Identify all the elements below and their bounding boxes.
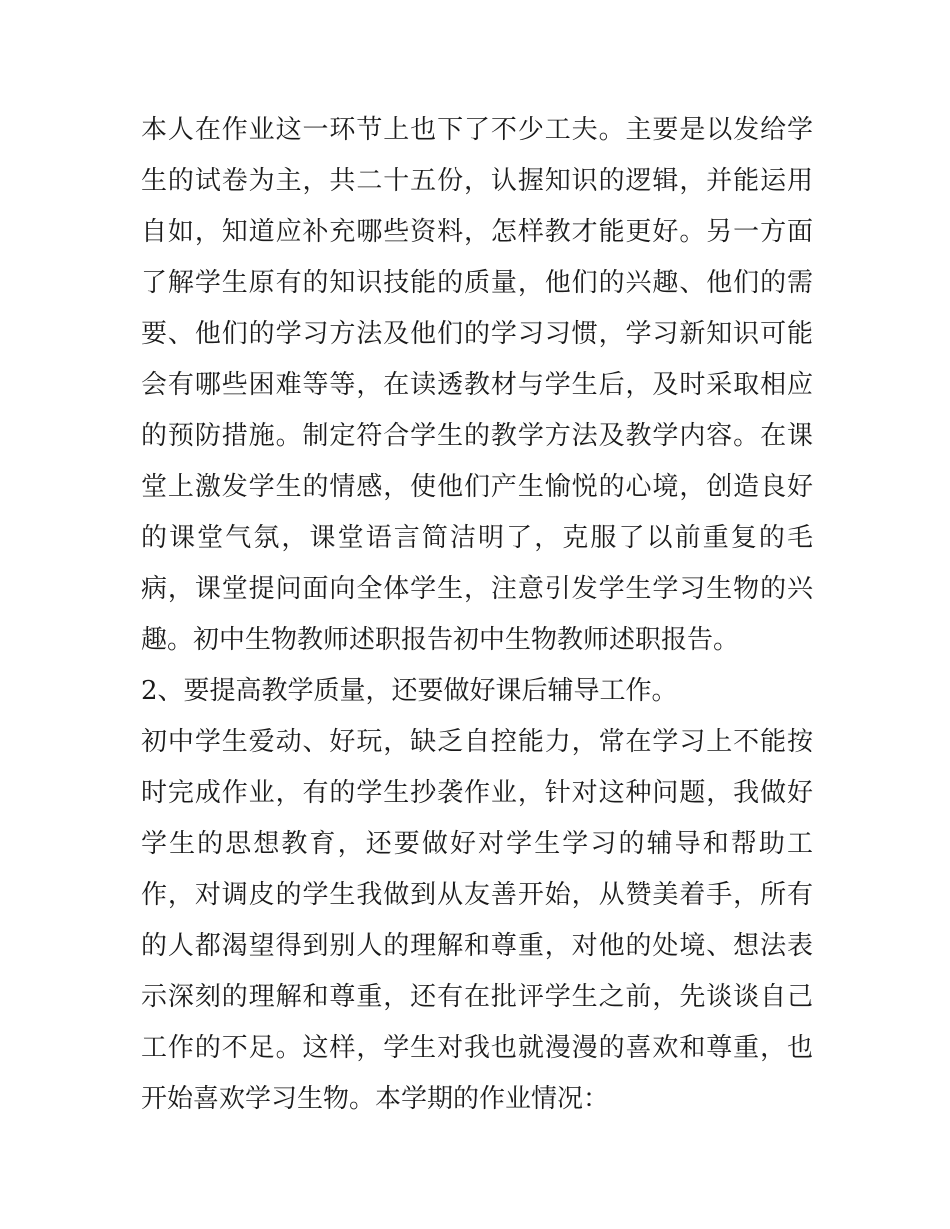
paragraph-after-class-tutoring: 初中学生爱动、好玩，缺乏自控能力，常在学习上不能按时完成作业，有的学生抄袭作业，针对这种问题，我做好学生的思想教育，还要做好对学生学习的辅导和帮助工作，对调皮的学生我做到从友善开始，从赞美着手，所有的人都渴望得到别人的理解和尊重，对他的处境、想法表示深刻的理解和尊重，还有在批评学生之前，先谈谈自己工作的不足。这样，学生对我也就漫漫的喜欢和尊重，也开始喜欢学习生物。本学期的作业情况：	[141, 727, 813, 1114]
document-body	[141, 105, 813, 1125]
paragraph-homework-effort: 本人在作业这一环节上也下了不少工夫。主要是以发给学生的试卷为主，共二十五份，认握知识的逻辑，并能运用自如，知道应补充哪些资料，怎样教才能更好。另一方面了解学生原有的知识技能的质量，他们的兴趣、他们的需要、他们的学习方法及他们的学习习惯，学习新知识可能会有哪些困难等等，在读透教材与学生后，及时采取相应的预防措施。制定符合学生的教学方法及教学内容。在课堂上激发学生的情感，使他们产生愉悦的心境，创造良好的课堂气氛，课堂语言简洁明了，克服了以前重复的毛病，课堂提问面向全体学生，注意引发学生学习生物的兴趣。初中生物教师述职报告初中生物教师述职报告。	[141, 115, 813, 655]
paragraph-section-2-heading: 2、要提高教学质量，还要做好课后辅导工作。	[141, 676, 678, 706]
